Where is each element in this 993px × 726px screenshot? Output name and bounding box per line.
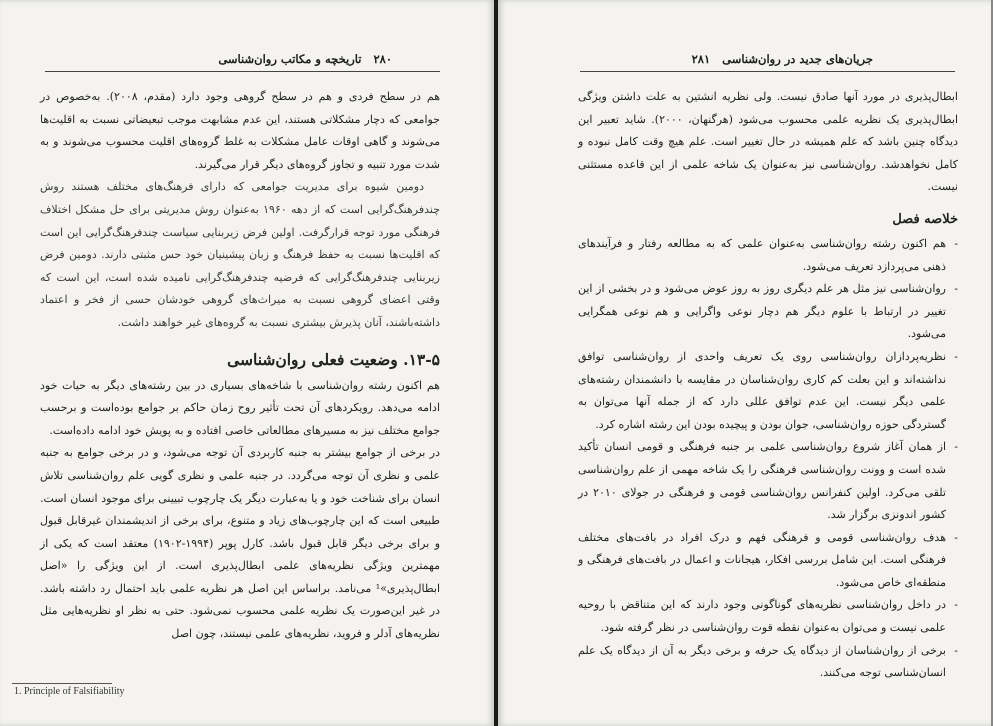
summary-item: - در داخل روان‌شناسی نظریه‌های گوناگونی وجود دارند که این متناقض با روحیه علمی نیست و می‌توان به‌عنوان نقطه قوت روان‌شناسی در نظر گرفته شود. <box>578 594 958 639</box>
bullet-dash: - <box>954 236 958 250</box>
footnote: 1. Principle of Falsifiability <box>14 686 125 697</box>
bullet-dash: - <box>954 282 958 296</box>
right-page-body <box>578 86 958 685</box>
bullet-dash: - <box>954 598 958 612</box>
summary-list <box>578 233 958 685</box>
left-running-head <box>200 52 400 66</box>
right-page <box>498 0 993 726</box>
summary-item: - هم اکنون رشته روان‌شناسی به‌عنوان علمی که به مطالعه رفتار و فرآیندهای ذهنی می‌پردازد تعریف می‌شود. <box>578 233 958 278</box>
right-running-head <box>563 52 873 66</box>
section-title: ۱۳-۵. وضعیت فعلی روان‌شناسی <box>227 349 440 369</box>
right-intro-paragraph: ابطال‌پذیری در مورد آنها صادق نیست. ولی نظریه انشتین به علت داشتن ویژگی ابطال‌پذیری یک نظریه علمی محسوب می‌شود (هرگنهان، ۲۰۰۰). شاید تعبیر این دیدگاه چنین باشد که علم همیشه در حال تغییر است. علم هیچ وقت کامل نبوده و کامل نخواهدشد. روان‌شناسی نیز به‌عنوان یک شاخه علمی از این قاعده مستثنی نیست. <box>578 90 959 194</box>
left-page-body <box>40 86 440 646</box>
bullet-dash: - <box>954 643 958 657</box>
left-page-number: ۲۸۰ <box>373 52 392 66</box>
section-paragraph-1: هم اکنون رشته روان‌شناسی با شاخه‌های بسیاری در بین رشته‌های دیگر به حیات خود ادامه می‌دهد. رویکردهای آن تحت تأثیر روح زمان حاکم بر جوامع بوده‌است و برحسب جوامع مختلف نیز به مسیرهای مطالعاتی خاصی افتاده و به پویش خود ادامه داده‌است. <box>40 378 440 437</box>
section-paragraph-2: در برخی از جوامع بیشتر به جنبه کاربردی آن توجه می‌شود، و در برخی جوامع به جنبه علمی و نظری آن توجه می‌گردد. در جنبه علمی و نظری گویی علم روان‌شناسی تلاش انسان برای شناخت خود و یا به‌عبارت دیگر یک چارچوب تبیینی برای موجود انسان است. طبیعی است که این چارچوب‌های زیاد و متنوع، برای برخی از اندیشمندان غیرقابل قبول و برای برخی دیگر قابل قبول باشد. کارل پوپر (۱۹۹۴-۱۹۰۲) معتقد است که یکی از مهمترین ویژگی نظریه‌های علمی ابطال‌پذیری است. از این ویژگی را «اصل ابطال‌پذیری»¹ می‌نامد. براساس این اصل هر نظریه علمی باید احتمال رد داشته باشد. در غیر این‌صورت یک نظریه علمی محسوب نمی‌شود. حتی به نظر او نظریه‌هایی مثل نظریه‌های آدلر و فروید، نظریه‌های علمی نیستند، چون اصل <box>40 446 441 641</box>
left-paragraph-1: هم در سطح فردی و هم در سطح گروهی وجود دارد (مقدم، ۲۰۰۸). به‌خصوص در جوامعی که دچار مشکلاتی هستند، این عدم مشابهت موجب تبعیضاتی نسبت به اقلیت‌ها می‌شوند و گاهی اوقات عامل مشکلات به غلط گروه‌های اقلیت محسوب می‌شوند و به شدت مورد تنبیه و تجاوز گروه‌های دیگر قرار می‌گیرند. <box>40 90 440 171</box>
summary-title: خلاصه فصل <box>892 211 958 227</box>
summary-item: - از همان آغاز شروع روان‌شناسی علمی بر جنبه فرهنگی و قومی انسان تأکید شده است و وونت روان‌شناسی فرهنگی را یک شاخه مهمی از علم روان‌شناسی تلقی می‌کرد. اولین کنفرانس روان‌شناسی قومی و فرهنگی در جولای ۲۰۱۰ در کشور اندونزی برگزار شد. <box>578 436 958 526</box>
summary-item: - روان‌شناسی نیز مثل هر علم دیگری روز به روز عوض می‌شود و در بخشی از این تغییر در ارتباط با علوم دیگر هم دچار نوعی واگرایی و هم نوعی همگرایی می‌شود. <box>578 278 958 346</box>
left-header-rule <box>45 71 440 72</box>
bullet-dash: - <box>954 530 958 544</box>
right-page-number: ۲۸۱ <box>691 52 711 66</box>
summary-item: - برخی از روان‌شناسان از دیدگاه یک حرفه و برخی دیگر به آن از دیدگاه یک علم انسان‌شناسی توجه می‌کنند. <box>578 640 958 685</box>
left-running-head-title: تاریخچه و مکاتب روان‌شناسی <box>218 52 362 66</box>
footnote-rule <box>12 683 112 684</box>
left-page <box>0 0 494 726</box>
summary-item: - نظریه‌پردازان روان‌شناسی روی یک تعریف واحدی از روان‌شناسی توافق نداشته‌اند و این بعلت کم کاری روان‌شناسان در مقایسه با دانشمندان رشته‌های علمی دیگر نیست. این عدم توافق عللی دارد که از جمله آنها می‌توان به گستردگی حوزه روان‌شناسی، جوان بودن و پیچیده بودن این رشته اشاره کرد. <box>578 346 958 436</box>
right-running-head-title: جریان‌های جدید در روان‌شناسی <box>722 52 873 66</box>
bullet-dash: - <box>954 349 958 363</box>
summary-item: - هدف روان‌شناسی قومی و فرهنگی فهم و درک افراد در بافت‌های مختلف فرهنگی است. این شامل بررسی افکار، هیجانات و اعمال در بافت‌های فرهنگی و منطقه‌ای خاص می‌شود. <box>578 527 958 595</box>
right-header-rule <box>580 71 955 72</box>
bullet-dash: - <box>954 440 958 454</box>
left-paragraph-2: دومین شیوه برای مدیریت جوامعی که دارای فرهنگ‌های مختلف هستند روش چندفرهنگ‌گرایی است که از دهه ۱۹۶۰ به‌عنوان روش مدیریتی برای حل مشکل اختلاف فرهنگی مورد توجه قرارگرفت. اولین فرض زیربنایی سیاست چندفرهنگ‌گرایی این است که اقلیت‌ها نسبت به حفظ فرهنگ و زبان پیشینیان خود حس مثبتی دارند. دومین فرض زیربنایی چندفرهنگ‌گرایی که فرضیه چندفرهنگ‌گرایی نامیده شده است، این است که وقتی اعضای گروهی نسبت به میراث‌های گروهی خودشان حسی از فخر و اعتماد داشته‌باشند، آنان پذیرش بیشتری نسبت به گروه‌های غیر خواهند داشت. <box>40 180 441 329</box>
